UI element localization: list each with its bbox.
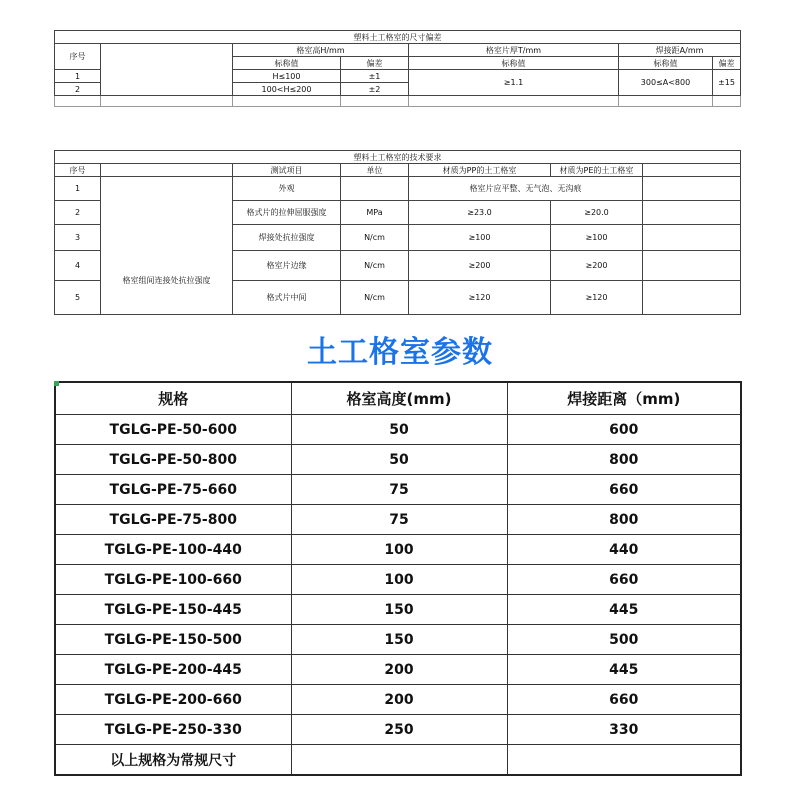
weld-distance-cell: 445 (507, 595, 741, 625)
technical-requirements-table (54, 150, 741, 315)
table2-unit-header: 单位 (341, 164, 409, 177)
table1-empty-cell (101, 44, 233, 96)
height-cell: 100 (291, 565, 507, 595)
footer-empty-cell (291, 745, 507, 776)
table2-pp: ≥23.0 (409, 201, 551, 225)
parameters-table (54, 381, 742, 776)
spec-header: 规格 (55, 382, 291, 415)
table-row (55, 445, 741, 475)
table-row (55, 565, 741, 595)
weld-distance-cell: 660 (507, 685, 741, 715)
table2-extra-header (643, 164, 741, 177)
table2-pp: ≥200 (409, 251, 551, 281)
weld-distance-cell: 660 (507, 475, 741, 505)
table2-pe-header: 材质为PE的土工格室 (551, 164, 643, 177)
spec-cell: TGLG-PE-100-440 (55, 535, 291, 565)
table2-pe: ≥100 (551, 225, 643, 251)
table2-pp-header: 材质为PP的土工格室 (409, 164, 551, 177)
spec-cell: TGLG-PE-75-660 (55, 475, 291, 505)
dimension-tolerance-table (54, 30, 741, 107)
table2-pe: ≥200 (551, 251, 643, 281)
table1-height-tolerance: ±1 (341, 70, 409, 83)
table1-blank-row (55, 96, 741, 107)
weld-distance-header: 焊接距离（mm) (507, 382, 741, 415)
table2-item: 焊接处抗拉强度 (233, 225, 341, 251)
table2-unit (341, 177, 409, 201)
spec-cell: TGLG-PE-150-500 (55, 625, 291, 655)
table1-seq-header: 序号 (55, 44, 101, 70)
table2-item: 格式片中间 (233, 281, 341, 315)
weld-distance-cell: 800 (507, 445, 741, 475)
table2-unit: N/cm (341, 251, 409, 281)
height-cell: 200 (291, 655, 507, 685)
weld-distance-cell: 440 (507, 535, 741, 565)
table-row (55, 177, 741, 201)
weld-distance-cell: 660 (507, 565, 741, 595)
table1-height-nominal: H≤100 (233, 70, 341, 83)
table-row (55, 595, 741, 625)
table1-thickness-nominal-label: 标称值 (409, 57, 619, 70)
table1-height-nominal: 100<H≤200 (233, 83, 341, 96)
table1-title: 塑料土工格室的尺寸偏差 (55, 31, 741, 44)
table-row (55, 685, 741, 715)
height-cell: 200 (291, 685, 507, 715)
height-cell: 150 (291, 625, 507, 655)
spec-cell: TGLG-PE-50-800 (55, 445, 291, 475)
table2-seq: 5 (55, 281, 101, 315)
table-row (55, 475, 741, 505)
table1-weld-header: 焊接距A/mm (619, 44, 741, 57)
table2-group-label: 格室组间连接处抗拉强度 (101, 177, 233, 315)
footer-empty-cell (507, 745, 741, 776)
height-cell: 50 (291, 415, 507, 445)
weld-distance-cell: 800 (507, 505, 741, 535)
table2-merged-value: 格室片应平整、无气泡、无沟痕 (409, 177, 643, 201)
table-row (55, 625, 741, 655)
table2-item: 外观 (233, 177, 341, 201)
weld-distance-cell: 330 (507, 715, 741, 745)
page-title: 土工格室参数 (307, 335, 493, 370)
spec-cell: TGLG-PE-250-330 (55, 715, 291, 745)
table1-height-tolerance: ±2 (341, 83, 409, 96)
table-row (55, 415, 741, 445)
table-row (55, 505, 741, 535)
height-cell: 75 (291, 505, 507, 535)
footer-note: 以上规格为常规尺寸 (55, 745, 291, 776)
height-cell: 250 (291, 715, 507, 745)
table1-weld-nominal: 300≤A<800 (619, 70, 713, 96)
height-cell: 150 (291, 595, 507, 625)
table-row (55, 715, 741, 745)
spec-cell: TGLG-PE-200-445 (55, 655, 291, 685)
table2-unit: N/cm (341, 281, 409, 315)
table2-pp: ≥100 (409, 225, 551, 251)
table-footer-row (55, 745, 741, 776)
table2-item-header: 测试项目 (233, 164, 341, 177)
height-cell: 100 (291, 535, 507, 565)
weld-distance-cell: 445 (507, 655, 741, 685)
table2-title: 塑料土工格室的技术要求 (55, 151, 741, 164)
table1-seq: 2 (55, 83, 101, 96)
spec-cell: TGLG-PE-100-660 (55, 565, 291, 595)
table2-pe: ≥120 (551, 281, 643, 315)
table1-weld-tolerance: ±15 (713, 70, 741, 96)
table1-weld-nominal-label: 标称值 (619, 57, 713, 70)
table2-empty-header (101, 164, 233, 177)
table2-seq: 3 (55, 225, 101, 251)
table2-unit: MPa (341, 201, 409, 225)
table1-thickness-header: 格室片厚T/mm (409, 44, 619, 57)
spec-cell: TGLG-PE-75-800 (55, 505, 291, 535)
table2-seq-header: 序号 (55, 164, 101, 177)
table2-unit: N/cm (341, 225, 409, 251)
table-row (55, 535, 741, 565)
table1-weld-tolerance-label: 偏差 (713, 57, 741, 70)
corner-mark (54, 381, 59, 386)
table2-seq: 4 (55, 251, 101, 281)
table1-height-header: 格室高H/mm (233, 44, 409, 57)
height-header: 格室高度(mm) (291, 382, 507, 415)
spec-cell: TGLG-PE-50-600 (55, 415, 291, 445)
table1-seq: 1 (55, 70, 101, 83)
table-header-row (55, 382, 741, 415)
weld-distance-cell: 600 (507, 415, 741, 445)
table1-thickness-nominal: ≥1.1 (409, 70, 619, 96)
table2-pe: ≥20.0 (551, 201, 643, 225)
height-cell: 50 (291, 445, 507, 475)
spec-cell: TGLG-PE-150-445 (55, 595, 291, 625)
table1-height-tolerance-label: 偏差 (341, 57, 409, 70)
table2-seq: 1 (55, 177, 101, 201)
table2-item: 格室片边缘 (233, 251, 341, 281)
weld-distance-cell: 500 (507, 625, 741, 655)
table1-height-nominal-label: 标称值 (233, 57, 341, 70)
table2-seq: 2 (55, 201, 101, 225)
table2-item: 格式片的拉伸屈服强度 (233, 201, 341, 225)
table-row (55, 655, 741, 685)
spec-cell: TGLG-PE-200-660 (55, 685, 291, 715)
height-cell: 75 (291, 475, 507, 505)
table2-pp: ≥120 (409, 281, 551, 315)
